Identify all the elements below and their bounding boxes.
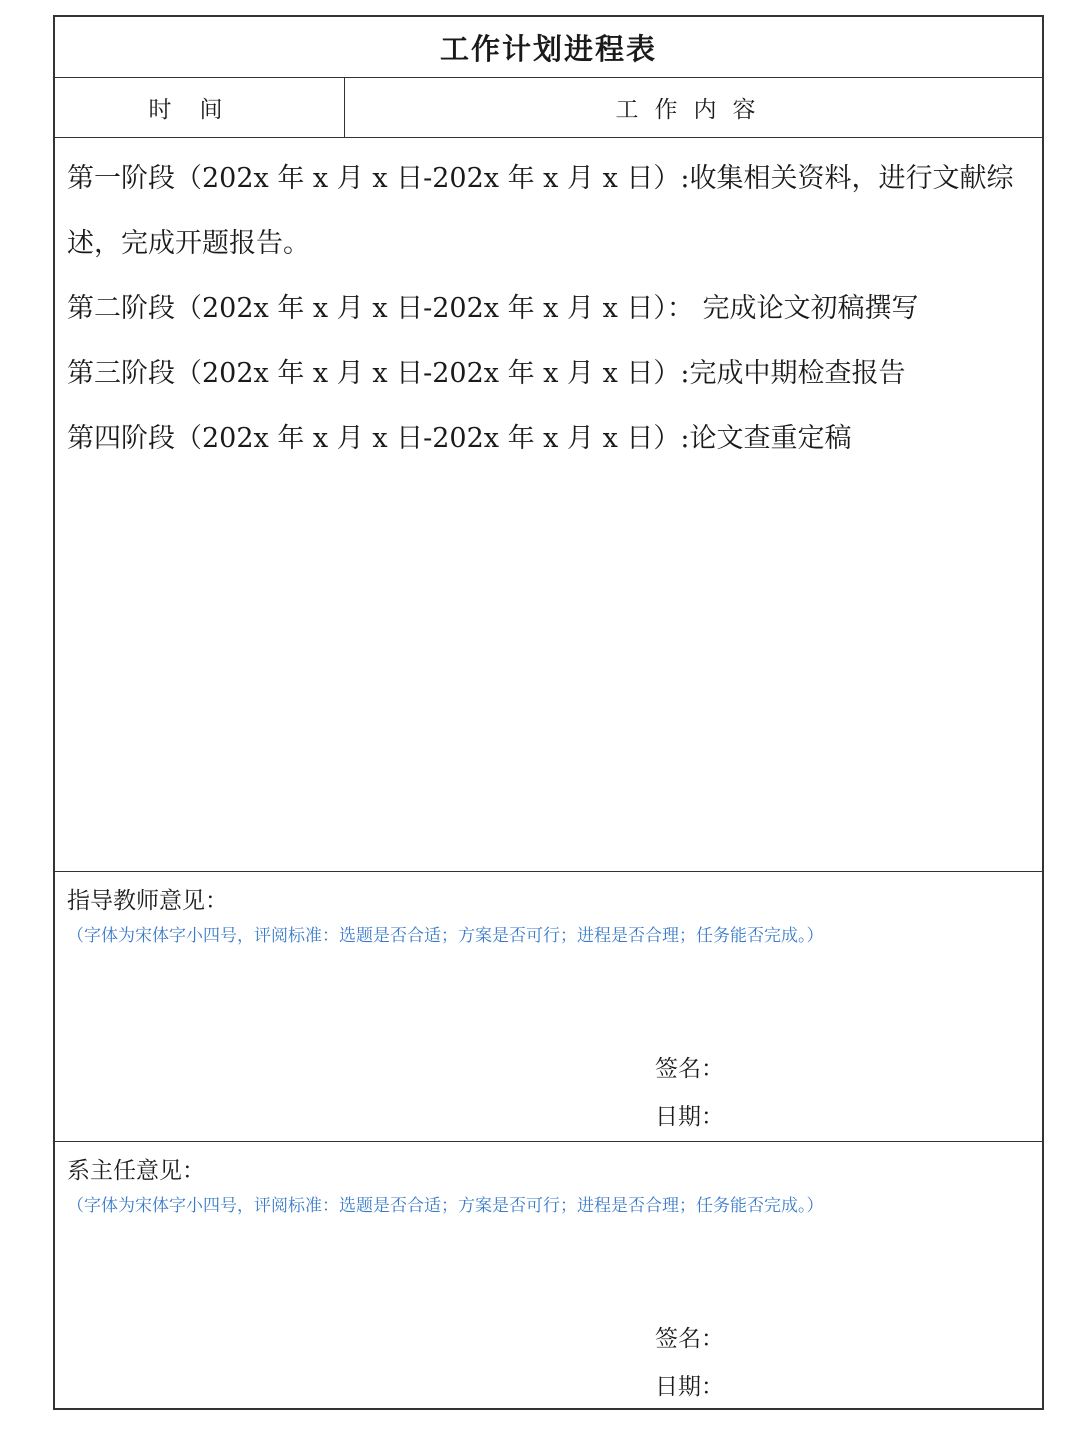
stage-1-text: 第一阶段（202x 年 x 月 x 日-202x 年 x 月 x 日）:收集相关资料，进行文献综述，完成开题报告。 — [67, 163, 1014, 259]
department-head-date-label: 日期： — [655, 1374, 724, 1400]
advisor-date-label: 日期： — [655, 1104, 724, 1130]
title-row — [55, 17, 1042, 78]
department-head-opinion-label: 系主任意见： — [67, 1158, 205, 1184]
stage-3-text: 第三阶段（202x 年 x 月 x 日-202x 年 x 月 x 日）:完成中期检查报告 — [67, 358, 906, 389]
stage-4-text: 第四阶段（202x 年 x 月 x 日-202x 年 x 月 x 日）:论文查重定稿 — [67, 423, 852, 454]
header-time: 时间 — [55, 78, 345, 137]
header-row — [55, 78, 1042, 138]
department-head-opinion-note: （字体为宋体字小四号，评阅标准：选题是否合适；方案是否可行；进程是否合理；任务能否完成。） — [67, 1196, 824, 1216]
stage-2-text: 第二阶段（202x 年 x 月 x 日-202x 年 x 月 x 日）： 完成论文初稿撰写 — [67, 293, 919, 324]
advisor-opinion-note: （字体为宋体字小四号，评阅标准：选题是否合适；方案是否可行；进程是否合理；任务能否完成。） — [67, 926, 824, 946]
form-title: 工作计划进程表 — [439, 31, 657, 66]
department-head-signature-label: 签名： — [655, 1326, 724, 1352]
department-head-opinion-cell[interactable] — [55, 1142, 1042, 1410]
advisor-opinion-label: 指导教师意见： — [67, 888, 228, 914]
advisor-opinion-cell[interactable] — [55, 872, 1042, 1142]
work-plan-form — [53, 15, 1044, 1410]
header-content: 工作内容 — [615, 97, 772, 123]
advisor-signature-label: 签名： — [655, 1056, 724, 1082]
work-content-cell[interactable] — [55, 138, 1042, 872]
